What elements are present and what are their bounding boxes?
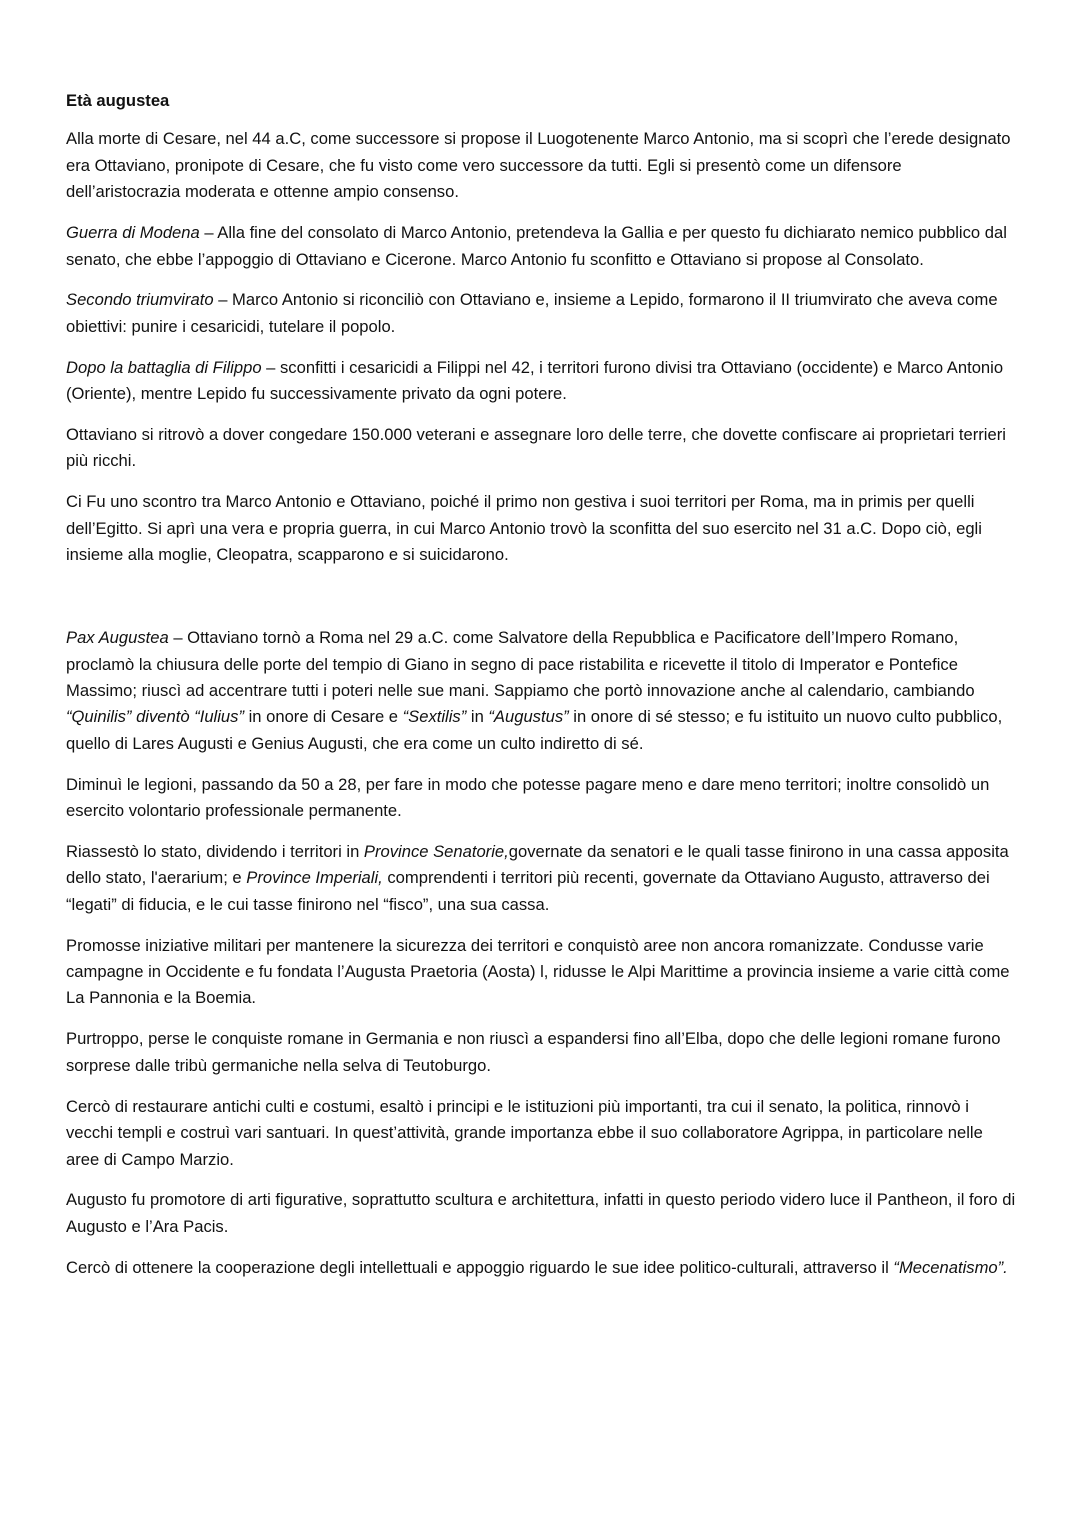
paragraph-pax-augustea bbox=[66, 625, 1016, 757]
document-title: Età augustea bbox=[66, 91, 170, 110]
paragraph-text: in onore di Cesare e bbox=[243, 707, 403, 727]
italic-text: “Augustus” bbox=[488, 707, 569, 727]
italic-text: Province Senatorie, bbox=[363, 841, 509, 861]
paragraph-philippi bbox=[66, 355, 1016, 408]
paragraph-provinces bbox=[66, 839, 1016, 918]
document-page bbox=[66, 88, 1016, 1296]
paragraph-second-triumvirate bbox=[66, 287, 1016, 340]
paragraph-lead: Pax Augustea bbox=[66, 628, 169, 648]
paragraph-death-of-caesar: Alla morte di Cesare, nel 44 a.C, come successore si propose il Luogotenente Marco Antonio, ma si scoprì che l’erede designato era Ottaviano, pronipote di Cesare, che fu visto come vero successore da tutti. Egli si presentò come un difensore dell’aristocrazia moderata e ottenne ampio consenso. bbox=[66, 129, 1011, 202]
paragraph-conflict-antony: Ci Fu uno scontro tra Marco Antonio e Ottaviano, poiché il primo non gestiva i suoi territori per Roma, ma in primis per quelli dell’Egitto. Si aprì una vera e propria guerra, in cui Marco Antonio trovò la sconfitta del suo esercito nel 31 a.C. Dopo ciò, egli insieme alla moglie, Cleopatra, scapparono e si suicidarono. bbox=[66, 492, 982, 565]
paragraph-lead: Dopo la battaglia di Filippo bbox=[66, 357, 262, 377]
paragraph-text: – Marco Antonio si riconciliò con Ottaviano e, insieme a Lepido, formarono il II triumvirato che aveva come obiettivi: punire i cesaricidi, tutelare il popolo. bbox=[66, 290, 998, 336]
paragraph-military-campaigns: Promosse iniziative militari per mantenere la sicurezza dei territori e conquistò aree non ancora romanizzate. Condusse varie campagne in Occidente e fu fondata l’Augusta Praetoria (Aosta) l, ridusse le Alpi Marittime a provincia insieme a varie città come La Pannonia e la Boemia. bbox=[66, 935, 1010, 1008]
paragraph-text: governate da senatori e le quali tasse finirono in una cassa apposita dello stato, l'aerarium; e bbox=[66, 841, 1009, 888]
paragraph-text: – Alla fine del consolato di Marco Antonio, pretendeva la Gallia e per questo fu dichiarato nemico pubblico dal senato, che ebbe l’appoggio di Ottaviano e Cicerone. Marco Antonio fu sconfitto e Ottaviano si propose al Consolato. bbox=[66, 223, 1007, 269]
section-spacer bbox=[66, 583, 1016, 625]
paragraph-modena-war bbox=[66, 220, 1016, 273]
paragraph-veterans: Ottaviano si ritrovò a dover congedare 150.000 veterani e assegnare loro delle terre, che dovette confiscare ai proprietari terrieri più ricchi. bbox=[66, 425, 1006, 471]
paragraph-lead: Secondo triumvirato bbox=[66, 290, 214, 310]
paragraph-teutoburg: Purtroppo, perse le conquiste romane in Germania e non riuscì a espandersi fino all’Elba, dopo che delle legioni romane furono sorprese dalle tribù germaniche nella selva di Teutoburgo. bbox=[66, 1029, 1001, 1075]
italic-text: “Sextilis” bbox=[402, 707, 467, 727]
paragraph-text: in onore di sé stesso; e fu istituito un nuovo culto pubblico, quello di Lares Augusti e Genius Augusti, che era come un culto indiretto di sé. bbox=[66, 707, 1003, 753]
paragraph-text: in bbox=[466, 707, 489, 727]
paragraph-lead: Guerra di Modena bbox=[66, 223, 200, 243]
paragraph-text: Riassestò lo stato, dividendo i territori in bbox=[66, 841, 364, 861]
paragraph-cults: Cercò di restaurare antichi culti e costumi, esaltò i principi e le istituzioni più importanti, tra cui il senato, la politica, rinnovò i vecchi templi e costruì vari santuari. In quest’attività, grande importanza ebbe il suo collaboratore Agrippa, in particolare nelle aree di Campo Marzio. bbox=[66, 1096, 983, 1169]
paragraph-text: – Ottaviano tornò a Roma nel 29 a.C. come Salvatore della Repubblica e Pacificatore dell’Impero Romano, proclamò la chiusura delle porte del tempio di Giano in segno di pace ristabilita e ricevette il titolo di Imperator e Pontefice Massimo; riuscì ad accentrare tutti i poteri nelle sue mani. Sappiamo che portò innovazione anche al calendario, cambiando bbox=[66, 628, 975, 700]
paragraph-text: comprendenti i territori più recenti, governate da Ottaviano Augusto, attraverso dei “legati” di fiducia, e le cui tasse finirono nel “fisco”, una sua cassa. bbox=[66, 868, 990, 914]
paragraph-arts: Augusto fu promotore di arti figurative, soprattutto scultura e architettura, infatti in questo periodo videro luce il Pantheon, il foro di Augusto e l’Ara Pacis. bbox=[66, 1190, 1016, 1236]
paragraph-text: Cercò di ottenere la cooperazione degli intellettuali e appoggio riguardo le sue idee politico-culturali, attraverso il bbox=[66, 1257, 894, 1277]
paragraph-legions: Diminuì le legioni, passando da 50 a 28, per fare in modo che potesse pagare meno e dare meno territori; inoltre consolidò un esercito volontario professionale permanente. bbox=[66, 774, 990, 821]
italic-text: “Mecenatismo”. bbox=[893, 1257, 1008, 1277]
paragraph-text: – sconfitti i cesaricidi a Filippi nel 42, i territori furono divisi tra Ottaviano (occidente) e Marco Antonio (Oriente), mentre Lepido fu successivamente privato da ogni potere. bbox=[66, 357, 1004, 404]
italic-text: Province Imperiali, bbox=[246, 868, 383, 888]
italic-text: “Quinilis” diventò “Iulius” bbox=[66, 707, 244, 727]
paragraph-mecenatismo bbox=[66, 1255, 1016, 1281]
